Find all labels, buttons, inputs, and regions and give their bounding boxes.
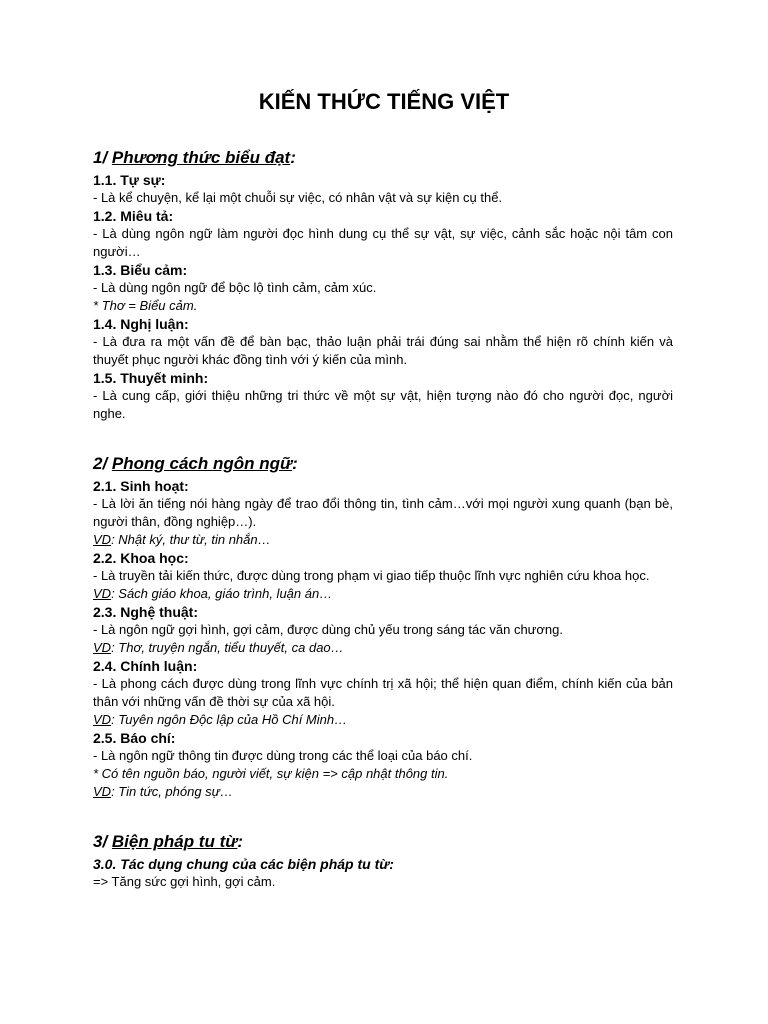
example-prefix: VD [93,712,112,727]
section-number: 2/ [93,454,112,473]
body-line: - Là ngôn ngữ gợi hình, gợi cảm, được dùng chủ yếu trong sáng tác văn chương. [93,622,563,637]
note-line: * Có tên nguồn báo, người viết, sự kiện => cập nhật thông tin. [93,766,449,781]
example-line [93,639,673,657]
body-line: - Là dùng ngôn ngữ làm người đọc hình dung cụ thể sự vật, sự việc, cảnh sắc hoặc nội tâm con người… [93,226,673,259]
body-line: - Là dùng ngôn ngữ để bộc lộ tình cảm, cảm xúc. [93,280,377,295]
section-colon: : [237,832,244,851]
subsection-heading: 1.1. Tự sự: [93,172,166,188]
example-text: : Tuyên ngôn Độc lập của Hồ Chí Minh… [111,712,348,727]
example-line [93,783,673,801]
body-line: - Là ngôn ngữ thông tin được dùng trong các thể loại của báo chí. [93,748,473,763]
example-prefix: VD [93,784,112,799]
example-prefix: VD [93,586,112,601]
example-text: : Sách giáo khoa, giáo trình, luận án… [111,586,333,601]
example-prefix: VD [93,532,112,547]
subsection-heading: 2.3. Nghệ thuật: [93,604,199,620]
note-line: * Thơ = Biểu cảm. [93,298,198,313]
example-line [93,711,673,729]
example-text: : Nhật ký, thư từ, tin nhắn… [111,532,271,547]
body-line: - Là truyền tải kiến thức, được dùng trong phạm vi giao tiếp thuộc lĩnh vực nghiên cứu khoa học. [93,568,650,583]
body-line: - Là cung cấp, giới thiệu những tri thức về một sự vật, hiện tượng nào đó cho người đọc, người nghe. [93,388,673,421]
section-title: Biện pháp tu từ [111,832,238,851]
section-colon: : [290,148,296,167]
section-heading [93,829,673,855]
subsection-heading: 1.2. Miêu tả: [93,208,174,224]
document-title: KIẾN THỨC TIẾNG VIỆT [258,89,510,114]
section-number: 3/ [93,832,112,851]
section-colon: : [292,454,298,473]
subsection-heading: 3.0. Tác dụng chung của các biện pháp tu từ: [93,856,394,872]
document-body [93,145,673,891]
body-line: - Là phong cách được dùng trong lĩnh vực chính trị xã hội; thể hiện quan điểm, chính kiến của bản thân với những vấn đề thời sự của xã hội. [93,676,673,709]
section-heading [93,451,673,477]
section-spacer [93,423,673,451]
section-title: Phong cách ngôn ngữ [111,454,293,473]
body-line: - Là lời ăn tiếng nói hàng ngày để trao đổi thông tin, tình cảm…với mọi người xung quanh (bạn bè, người thân, đồng nghiệp…). [93,496,673,529]
subsection-heading: 1.4. Nghị luận: [93,316,189,332]
section-heading [93,145,673,171]
example-text: : Tin tức, phóng sự… [111,784,233,799]
subsection-heading: 2.5. Báo chí: [93,730,176,746]
subsection-heading: 2.1. Sinh hoạt: [93,478,189,494]
subsection-heading: 1.5. Thuyết minh: [93,370,209,386]
section-title: Phương thức biểu đạt [111,148,291,167]
body-line: - Là đưa ra một vấn đề để bàn bạc, thảo luận phải trái đúng sai nhằm thể hiện rõ chính kiến và thuyết phục người khác đồng tình với ý kiến của mình. [93,334,673,367]
example-text: : Thơ, truyện ngắn, tiểu thuyết, ca dao… [111,640,344,655]
example-line [93,585,673,603]
section-number: 1/ [93,148,112,167]
body-line: => Tăng sức gợi hình, gợi cảm. [93,874,276,889]
subsection-heading: 2.4. Chính luận: [93,658,198,674]
subsection-heading: 1.3. Biểu cảm: [93,262,188,278]
section-spacer [93,801,673,829]
body-line: - Là kể chuyện, kể lại một chuỗi sự việc, có nhân vật và sự kiện cụ thể. [93,190,503,205]
example-prefix: VD [93,640,112,655]
example-line [93,531,673,549]
subsection-heading: 2.2. Khoa học: [93,550,189,566]
